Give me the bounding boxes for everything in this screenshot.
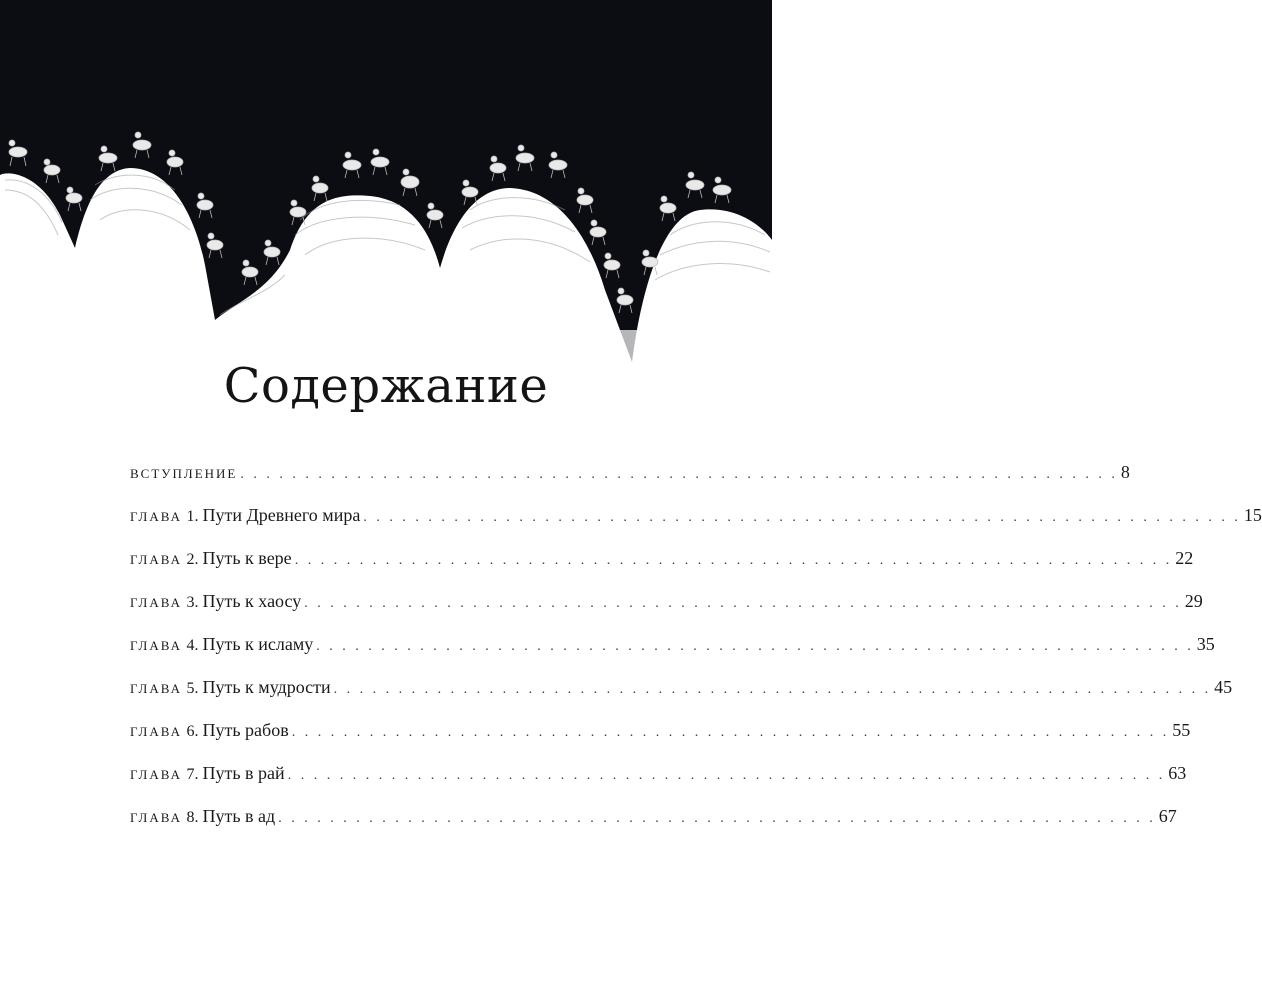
toc-page-number: 63 — [1168, 763, 1187, 783]
toc-chapter-title: Путь в рай — [202, 763, 285, 783]
toc-dot-leader: . . . . . . . . . . . . . . . . . . . . . . . . . . . . . . . . . . . . . . . . . . . . . . . . . . . . . . . . . . . . . . . . . . . . — [278, 811, 1156, 826]
toc-chapter-label: ГЛАВА — [130, 509, 182, 524]
toc-chapter-label: ГЛАВА — [130, 810, 182, 825]
toc-entry[interactable] — [130, 634, 1215, 677]
toc-chapter-label: ГЛАВА — [130, 767, 182, 782]
toc-dot-leader: . . . . . . . . . . . . . . . . . . . . . . . . . . . . . . . . . . . . . . . . . . . . . . . . . . . . . . . . . . . . . . . . . . . . — [240, 467, 1118, 482]
page-title: Содержание — [223, 358, 549, 414]
toc-page-number: 8 — [1120, 462, 1130, 482]
toc-dot-leader: . . . . . . . . . . . . . . . . . . . . . . . . . . . . . . . . . . . . . . . . . . . . . . . . . . . . . . . . . . . . . . . . . . . . — [304, 596, 1182, 611]
toc-entry[interactable] — [130, 677, 1233, 720]
toc-entry[interactable] — [130, 720, 1191, 763]
toc-dot-leader: . . . . . . . . . . . . . . . . . . . . . . . . . . . . . . . . . . . . . . . . . . . . . . . . . . . . . . . . . . . . . . . . . . . . — [287, 768, 1166, 783]
toc-chapter-title: Путь рабов — [202, 720, 289, 740]
toc-dot-leader: . . . . . . . . . . . . . . . . . . . . . . . . . . . . . . . . . . . . . . . . . . . . . . . . . . . . . . . . . . . . . . . . . . . . — [316, 639, 1194, 654]
caravan-dunes-illustration — [0, 0, 772, 380]
toc-chapter-label: ГЛАВА — [130, 595, 182, 610]
toc-page-number: 22 — [1175, 548, 1194, 568]
toc-chapter-title: Путь к вере — [202, 548, 292, 568]
toc-chapter-label: ГЛАВА — [130, 724, 182, 739]
toc-dot-leader: . . . . . . . . . . . . . . . . . . . . . . . . . . . . . . . . . . . . . . . . . . . . . . . . . . . . . . . . . . . . . . . . . . . . — [291, 725, 1170, 740]
toc-page-number: 67 — [1158, 806, 1177, 826]
toc-chapter-number: 5. — [186, 680, 199, 697]
toc-chapter-title: Путь в ад — [202, 806, 276, 826]
toc-entry[interactable] — [130, 505, 1262, 548]
toc-entry[interactable] — [130, 462, 1130, 505]
toc-dot-leader: . . . . . . . . . . . . . . . . . . . . . . . . . . . . . . . . . . . . . . . . . . . . . . . . . . . . . . . . . . . . . . . . . . . . — [363, 510, 1241, 525]
toc-page-number: 29 — [1184, 591, 1203, 611]
toc-chapter-number: 3. — [186, 594, 199, 611]
toc-entry[interactable] — [130, 591, 1203, 634]
toc-chapter-label: ГЛАВА — [130, 681, 182, 696]
toc-chapter-title: Пути Древнего мира — [202, 505, 361, 525]
toc-chapter-label: ГЛАВА — [130, 638, 182, 653]
table-of-contents — [130, 462, 1262, 849]
toc-entry[interactable] — [130, 763, 1187, 806]
toc-page-number: 15 — [1243, 505, 1262, 525]
toc-entry[interactable] — [130, 548, 1194, 591]
toc-chapter-number: 6. — [186, 723, 199, 740]
toc-chapter-number: 8. — [186, 809, 199, 826]
toc-chapter-number: 2. — [186, 551, 199, 568]
toc-dot-leader: . . . . . . . . . . . . . . . . . . . . . . . . . . . . . . . . . . . . . . . . . . . . . . . . . . . . . . . . . . . . . . . . . . . . — [333, 682, 1212, 697]
toc-dot-leader: . . . . . . . . . . . . . . . . . . . . . . . . . . . . . . . . . . . . . . . . . . . . . . . . . . . . . . . . . . . . . . . . . . . . — [294, 553, 1173, 568]
toc-chapter-label: ВСТУПЛЕНИЕ — [130, 466, 238, 481]
toc-page-number: 45 — [1214, 677, 1233, 697]
toc-page-number: 55 — [1172, 720, 1191, 740]
toc-chapter-number: 4. — [186, 637, 199, 654]
toc-chapter-title: Путь к хаосу — [202, 591, 302, 611]
toc-chapter-number: 1. — [186, 508, 199, 525]
toc-entry[interactable] — [130, 806, 1177, 849]
toc-chapter-title: Путь к исламу — [202, 634, 314, 654]
toc-chapter-label: ГЛАВА — [130, 552, 182, 567]
toc-page-number: 35 — [1196, 634, 1215, 654]
toc-chapter-title: Путь к мудрости — [202, 677, 331, 697]
toc-chapter-number: 7. — [186, 766, 199, 783]
